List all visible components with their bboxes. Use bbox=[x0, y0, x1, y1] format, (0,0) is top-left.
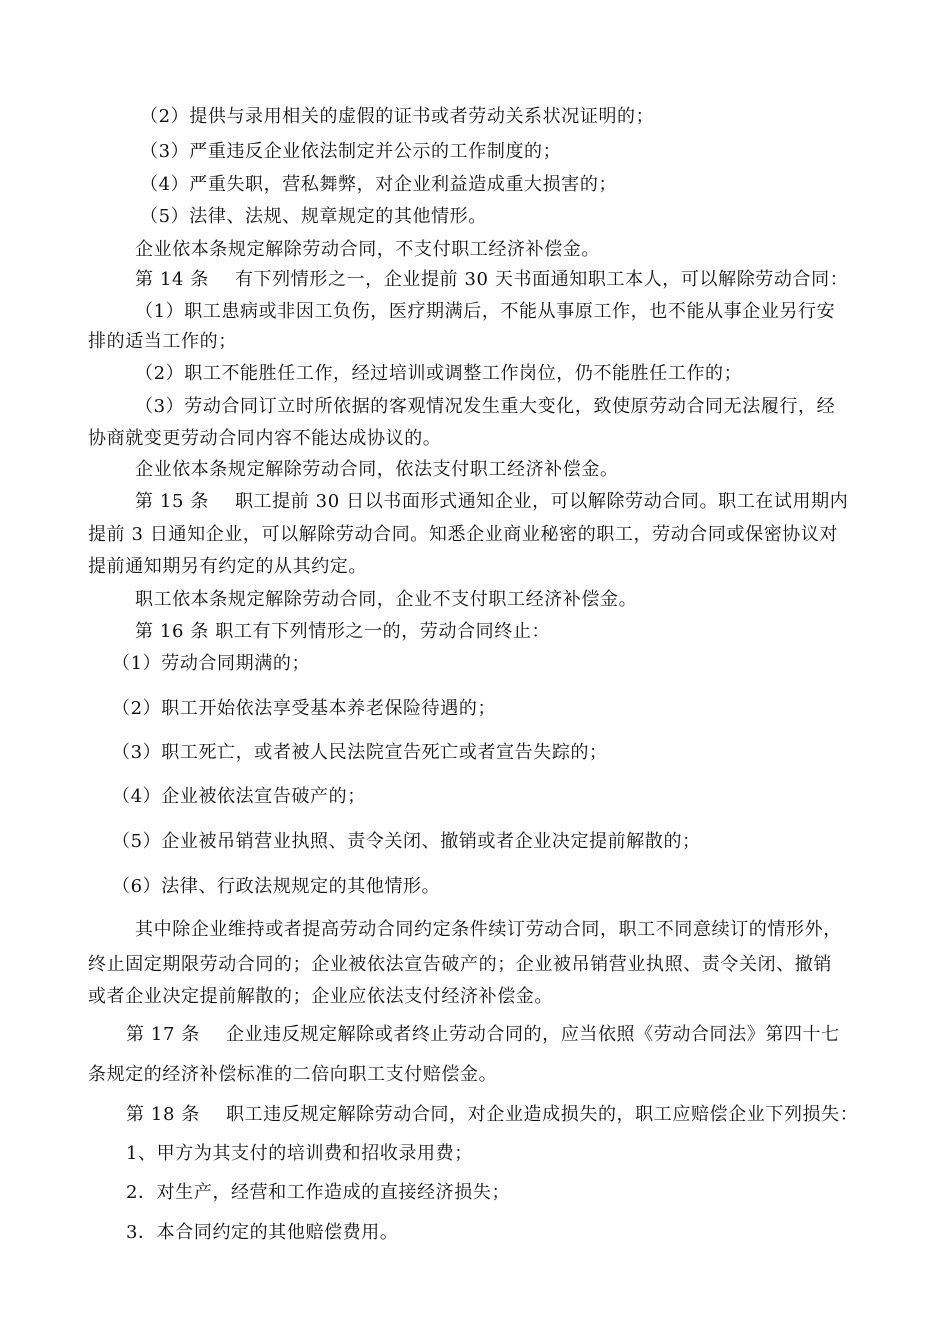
text-line: （5）企业被吊销营业执照、责令关闭、撤销或者企业决定提前解散的； bbox=[112, 831, 701, 852]
text-line: （2）职工开始依法享受基本养老保险待遇的； bbox=[112, 698, 497, 719]
text-line: （2）提供与录用相关的虚假的证书或者劳动关系状况证明的； bbox=[140, 106, 655, 127]
text-line: 企业依本条规定解除劳动合同，不支付职工经济补偿金。 bbox=[135, 239, 600, 260]
text-line: 提前通知期另有约定的从其约定。 bbox=[88, 556, 367, 577]
article-number: 第 18 条 bbox=[126, 1104, 200, 1125]
text-line: 2．对生产，经营和工作造成的直接经济损失； bbox=[126, 1182, 511, 1203]
text-line: 或者企业决定提前解散的；企业应依法支付经济补偿金。 bbox=[88, 986, 553, 1007]
text-line: 排的适当工作的； bbox=[88, 331, 237, 352]
text-line: （4）企业被依法宣告破产的； bbox=[112, 786, 366, 807]
article-heading bbox=[135, 490, 848, 514]
article-text: 有下列情形之一，企业提前 30 天书面通知职工本人，可以解除劳动合同： bbox=[234, 269, 849, 290]
text-line: （4）严重失职，营私舞弊，对企业利益造成重大损害的； bbox=[140, 174, 618, 195]
text-line: （3）劳动合同订立时所依据的客观情况发生重大变化，致使原劳动合同无法履行，经 bbox=[135, 396, 836, 417]
text-line: （3）职工死亡，或者被人民法院宣告死亡或者宣告失踪的； bbox=[112, 742, 608, 763]
text-line: 其中除企业维持或者提高劳动合同约定条件续订劳动合同，职工不同意续订的情形外， bbox=[135, 919, 842, 940]
article-heading bbox=[126, 1103, 858, 1127]
text-line: 职工依本条规定解除劳动合同，企业不支付职工经济补偿金。 bbox=[135, 589, 638, 610]
article-text: 职工提前 30 日以书面形式通知企业，可以解除劳动合同。职工在试用期内 bbox=[234, 491, 849, 512]
text-line: （6）法律、行政法规规定的其他情形。 bbox=[112, 876, 441, 897]
article-text: 企业违反规定解除或者终止劳动合同的，应当依照《劳动合同法》第四十七 bbox=[225, 1024, 840, 1045]
text-line: 企业依本条规定解除劳动合同，依法支付职工经济补偿金。 bbox=[135, 459, 619, 480]
text-line: 条规定的经济补偿标准的二倍向职工支付赔偿金。 bbox=[88, 1064, 498, 1085]
article-text: 职工违反规定解除劳动合同，对企业造成损失的，职工应赔偿企业下列损失： bbox=[225, 1104, 859, 1125]
article-heading bbox=[126, 1023, 840, 1047]
article-number: 第 17 条 bbox=[126, 1024, 200, 1045]
text-line: 1、甲方为其支付的培训费和招收录用费； bbox=[126, 1143, 473, 1164]
article-number: 第 14 条 bbox=[135, 269, 209, 290]
article-heading: 第 16 条 职工有下列情形之一的，劳动合同终止： bbox=[135, 621, 551, 642]
text-line: 提前 3 日通知企业，可以解除劳动合同。知悉企业商业秘密的职工，劳动合同或保密协议对 bbox=[88, 524, 839, 545]
text-line: （1）劳动合同期满的； bbox=[112, 653, 311, 674]
article-number: 第 15 条 bbox=[135, 491, 209, 512]
text-line: （1）职工患病或非因工负伤，医疗期满后，不能从事原工作，也不能从事企业另行安 bbox=[135, 301, 836, 322]
text-line: 终止固定期限劳动合同的；企业被依法宣告破产的；企业被吊销营业执照、责令关闭、撤销 bbox=[88, 954, 832, 975]
text-line: （5）法律、法规、规章规定的其他情形。 bbox=[140, 206, 487, 227]
text-line: 3．本合同约定的其他赔偿费用。 bbox=[126, 1222, 399, 1243]
text-line: （3）严重违反企业依法制定并公示的工作制度的； bbox=[140, 141, 562, 162]
text-line: （2）职工不能胜任工作，经过培训或调整工作岗位，仍不能胜任工作的； bbox=[135, 363, 743, 384]
text-line: 协商就变更劳动合同内容不能达成协议的。 bbox=[88, 428, 442, 449]
article-heading bbox=[135, 268, 848, 292]
